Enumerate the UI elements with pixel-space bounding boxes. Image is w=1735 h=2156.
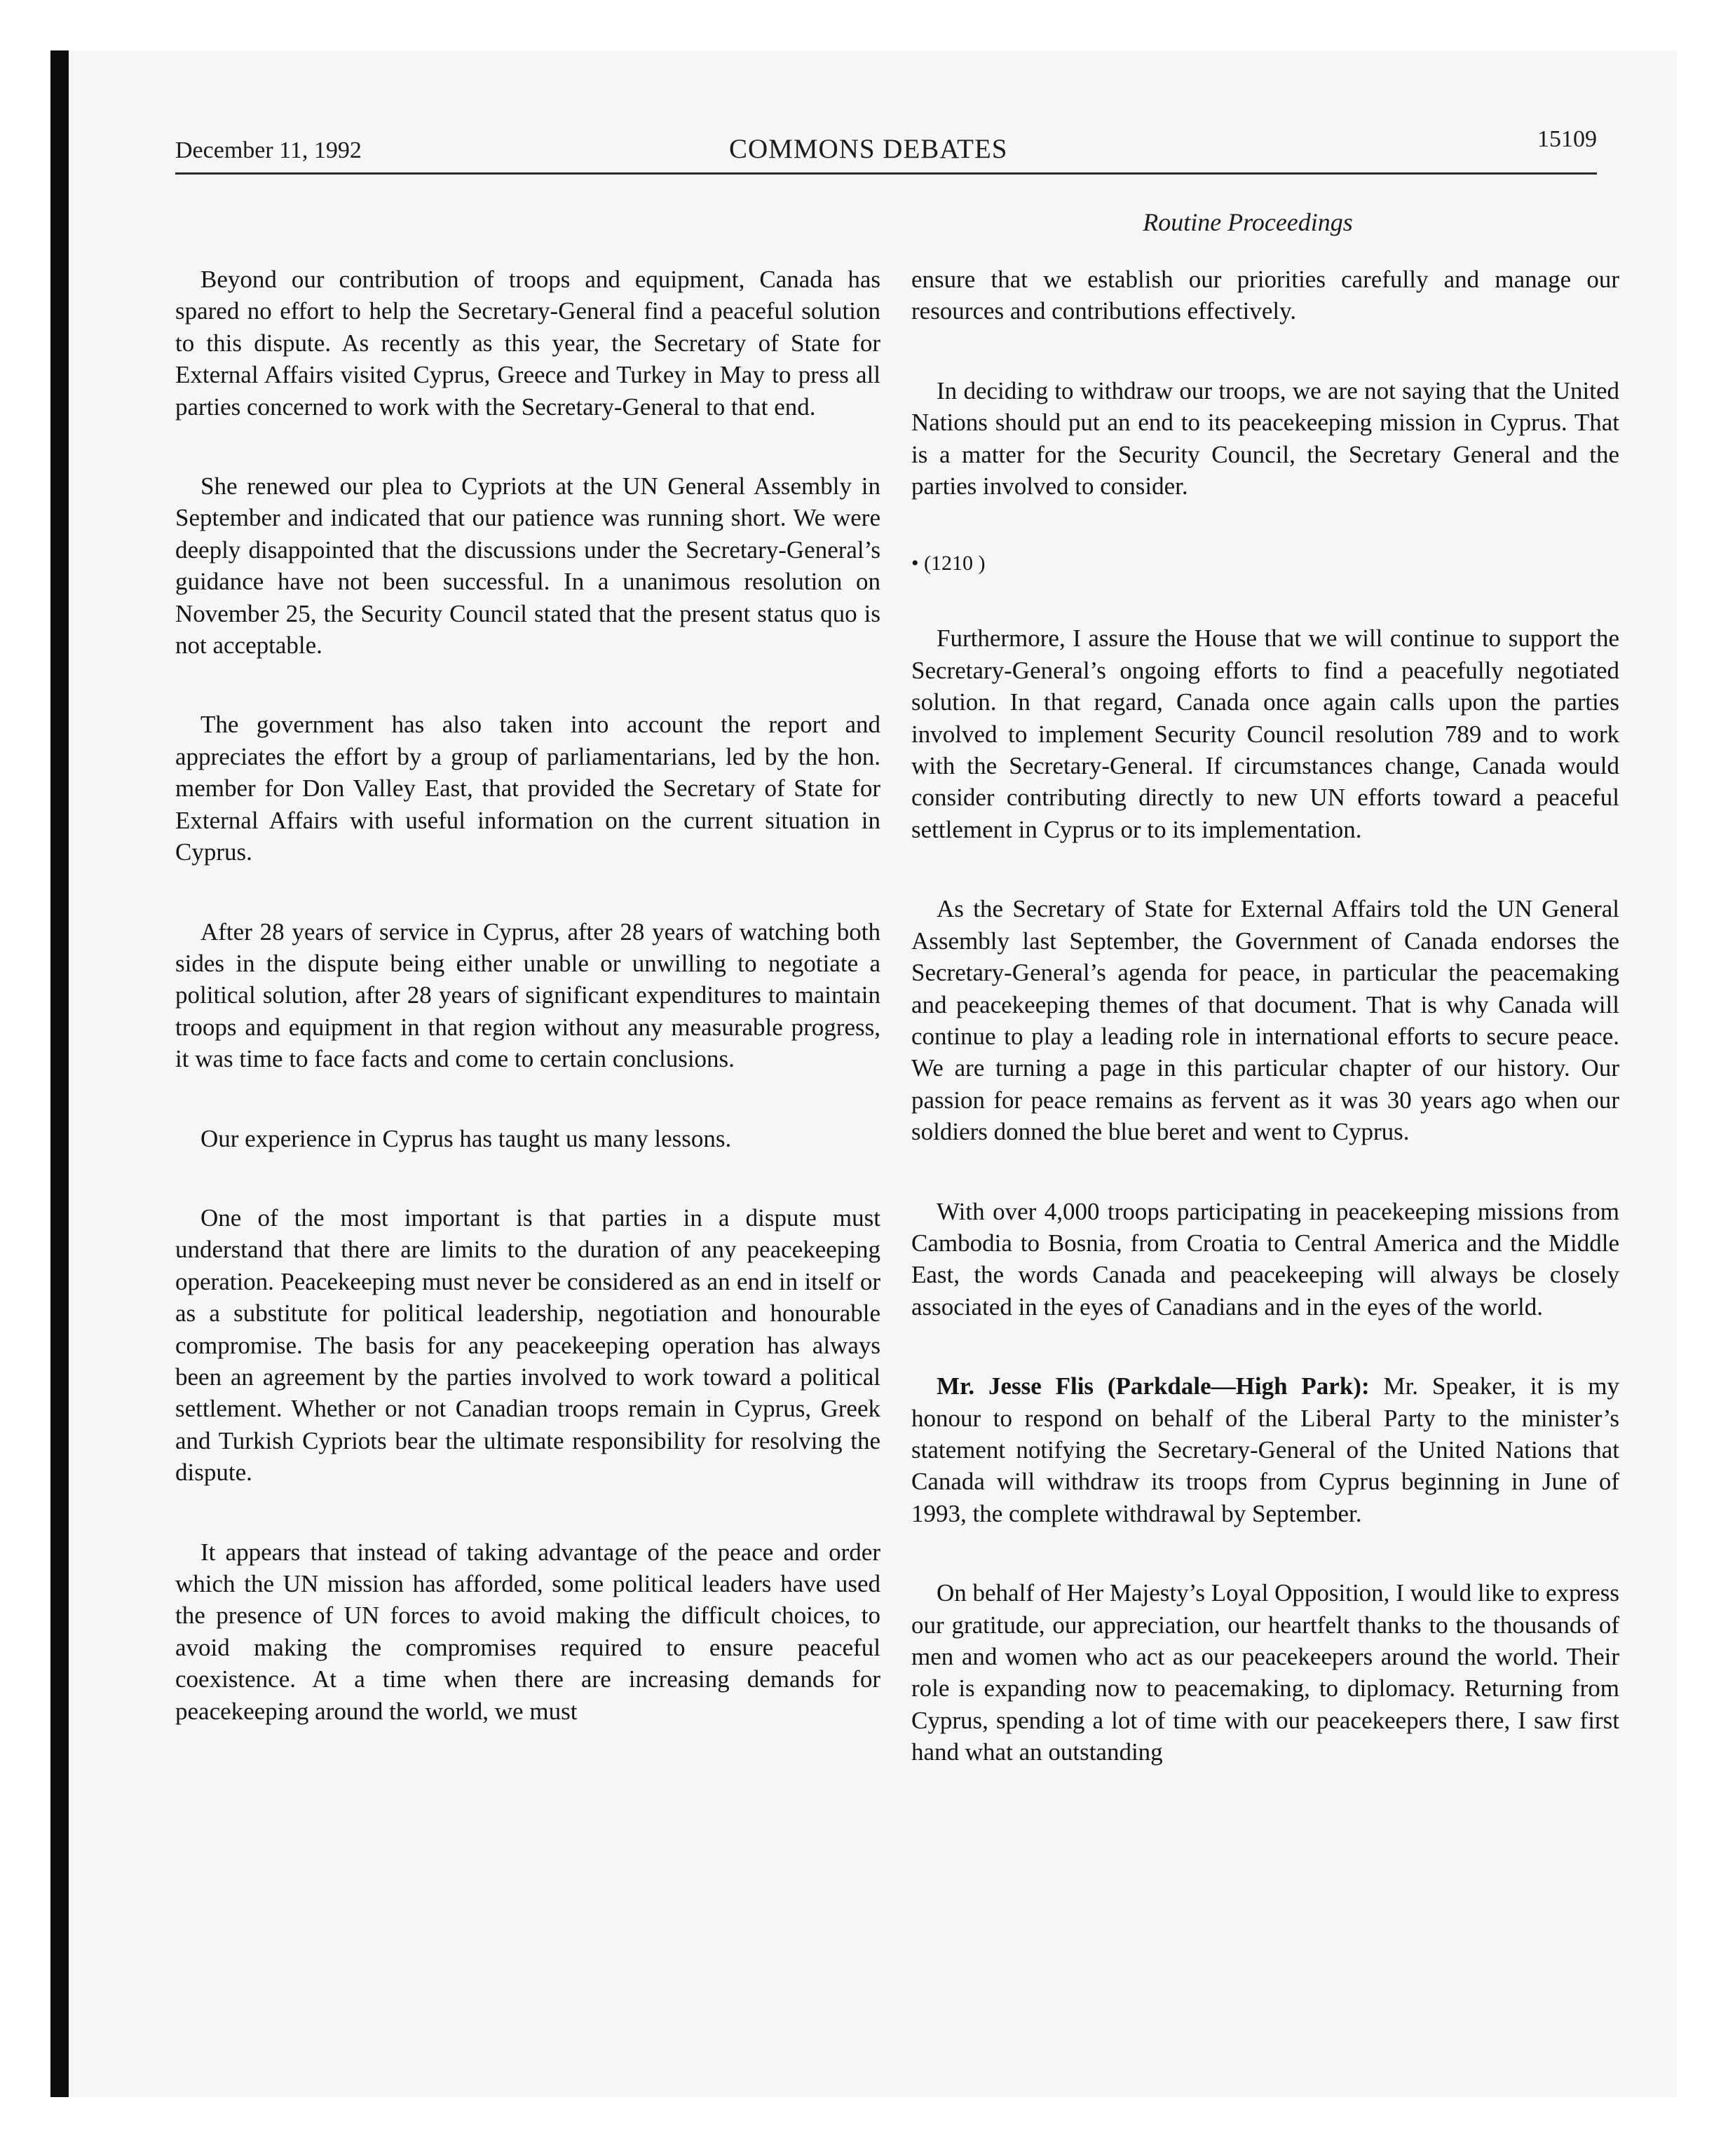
right-column [911, 264, 1619, 1768]
paragraph: Beyond our contribution of troops and equipment, Canada has spared no effort to help the Secretary-General find a peaceful solution to this dispute. As recently as this year, the Secretary of State for External Affairs visited Cyprus, Greece and Turkey in May to press all parties concerned to work with the Secretary-General to that end. [175, 266, 880, 421]
paragraph: The government has also taken into account the report and appreciates the effort by a group of parliamentarians, led by the hon. member for Don Valley East, that provided the Secretary of State for External Affairs with useful information on the current situation in Cyprus. [175, 711, 880, 866]
paragraph: As the Secretary of State for External Affairs told the UN General Assembly last September, the Government of Canada endorses the Secretary-General’s agenda for peace, in particular the peacemaking and peacekeeping themes of that document. That is why Canada will continue to play a leading role in international efforts to secure peace. We are turning a page in this particular chapter of our history. Our passion for peace remains as fervent as it was 30 years ago when our soldiers donned the blue beret and went to Cyprus. [911, 895, 1619, 1146]
header-title: COMMONS DEBATES [729, 134, 1008, 164]
paragraph: One of the most important is that parties in a dispute must understand that there are limits to the duration of any peacekeeping operation. Peacekeeping must never be considered as an end in itself or as a substitute for political leadership, negotiation and honourable compromise. The basis for any peacekeeping operation has always been an agreement by the parties involved to work toward a political settlement. Whether or not Canadian troops remain in Cyprus, Greek and Turkish Cypriots bear the ultimate responsibility for resolving the dispute. [175, 1203, 880, 1487]
speaker-paragraph [911, 1370, 1619, 1529]
page-header [175, 126, 1597, 175]
section-title: Routine Proceedings [1143, 208, 1353, 236]
page-number: 15109 [1537, 126, 1597, 152]
paragraph: Our experience in Cyprus has taught us many lessons. [200, 1124, 732, 1152]
speaker-name: Mr. Jesse Flis (Parkdale—High Park): [937, 1372, 1370, 1400]
paragraph: Furthermore, I assure the House that we will continue to support the Secretary-General’s ongoing efforts to find a peacefully negotiated solution. In that regard, Canada once again calls upon the parties involved to implement Security Council resolution 789 and to work with the Secretary-General. If circumstances change, Canada would consider contributing directly to new UN efforts toward a peaceful settlement in Cyprus or to its implementation. [911, 625, 1619, 843]
paragraph: After 28 years of service in Cyprus, after 28 years of watching both sides in the dispute being either unable or unwilling to negotiate a political solution, after 28 years of significant expenditures to maintain troops and equipment in that region without any measurable progress, it was time to face facts and come to certain conclusions. [175, 917, 880, 1073]
paragraph: It appears that instead of taking advantage of the peace and order which the UN mission has afforded, some political leaders have used the presence of UN forces to avoid making the difficult choices, to avoid making the compromises required to ensure peaceful coexistence. At a time when there are increasing demands for peacekeeping around the world, we must [175, 1538, 880, 1725]
speaker-text: Mr. Speaker, it is my honour to respond on behalf of the Liberal Party to the minister’s statement notifying the Secretary-General of the United Nations that Canada will withdraw its troops from Cyprus beginning in June of 1993, the complete withdrawal by September. [911, 1372, 1620, 1527]
header-rule [175, 172, 1597, 175]
paragraph: With over 4,000 troops participating in peacekeeping missions from Cambodia to Bosnia, from Croatia to Central America and the Middle East, the words Canada and peacekeeping will always be closely associated in the eyes of Canadians and in the eyes of the world. [911, 1197, 1619, 1321]
timestamp: • (1210 ) [911, 552, 986, 575]
paragraph: On behalf of Her Majesty’s Loyal Opposition, I would like to express our gratitude, our appreciation, our heartfelt thanks to the thousands of men and women who act as our peacekeepers around the world. Their role is expanding now to peacemaking, to diplomacy. Returning from Cyprus, spending a lot of time with our peacekeepers there, I saw first hand what an outstanding [911, 1579, 1619, 1766]
paragraph: She renewed our plea to Cypriots at the UN General Assembly in September and indicated that our patience was running short. We were deeply disappointed that the discussions under the Secretary-General’s guidance have not been successful. In a unanimous resolution on November 25, the Security Council stated that the present status quo is not acceptable. [175, 472, 880, 660]
paragraph: In deciding to withdraw our troops, we are not saying that the United Nations should put an end to its peacekeeping mission in Cyprus. That is a matter for the Security Council, the Secretary General and the parties involved to consider. [911, 376, 1619, 500]
left-column [175, 264, 880, 1727]
scan-edge-shadow [50, 50, 69, 2097]
header-date: December 11, 1992 [175, 137, 362, 163]
continued-paragraph: ensure that we establish our priorities carefully and manage our resources and contributions effectively. [911, 266, 1619, 325]
